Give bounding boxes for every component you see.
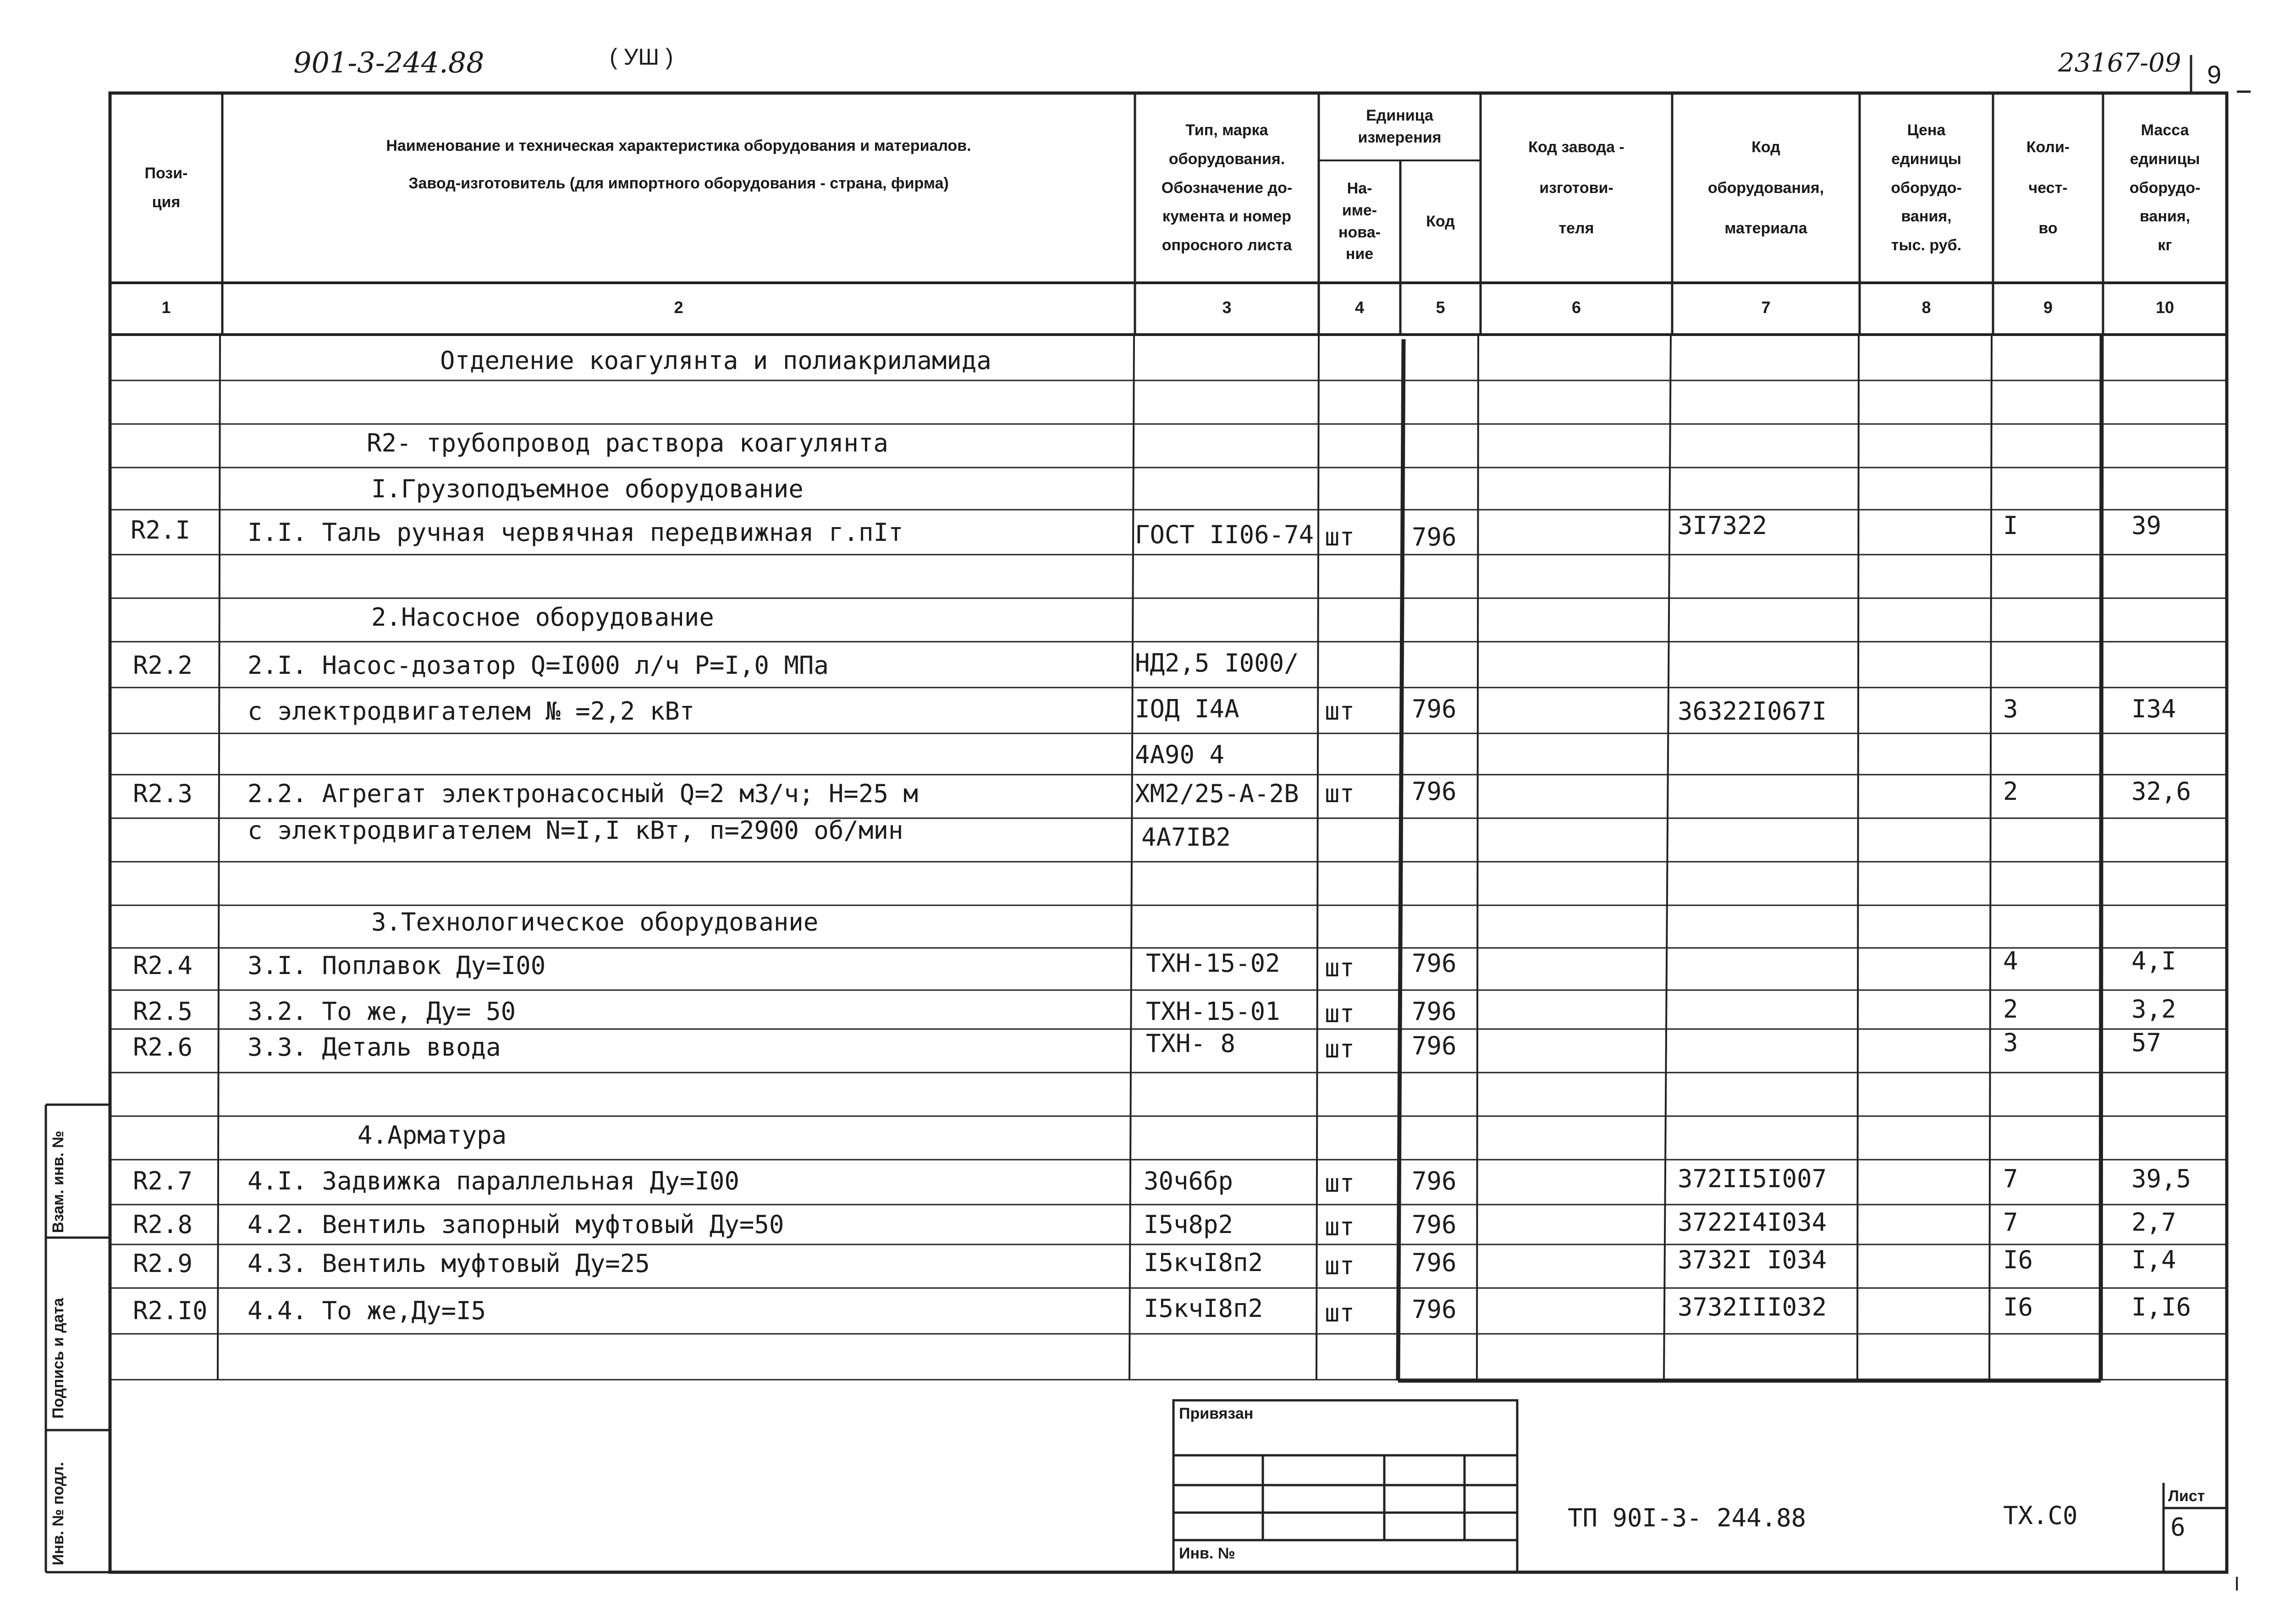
row-equipment-code: 3732I I034 — [1678, 1245, 1827, 1274]
column-number: 10 — [2155, 298, 2175, 317]
row-position: R2.8 — [133, 1210, 193, 1239]
album-code: 23167-09 — [2058, 48, 2181, 78]
column-header-unit-name: На- име- нова- ние — [1338, 180, 1381, 263]
project-code: 901-3-244.88 — [293, 46, 485, 79]
row-equipment-code: 3732III032 — [1678, 1293, 1827, 1321]
row-unit: шт — [1325, 953, 1355, 982]
row-position: R2.6 — [133, 1033, 193, 1062]
row-mass: 2,7 — [2131, 1208, 2176, 1237]
sheet-number: 6 — [2170, 1513, 2186, 1541]
row-type: I5кчI8п2 — [1144, 1294, 1263, 1323]
row-unit: шт — [1325, 697, 1355, 726]
row-quantity: 2 — [2003, 995, 2018, 1024]
row-type: I5ч8р2 — [1144, 1210, 1233, 1239]
row-unit: шт — [1325, 523, 1355, 551]
row-name: 4.3. Вентиль муфтовый Ду=25 — [248, 1249, 650, 1278]
column-header-equipment-code: Код оборудования, материала — [1707, 138, 1824, 237]
row-name: 4.4. То же,Ду=I5 — [248, 1296, 486, 1325]
column-number: 2 — [674, 298, 683, 317]
column-header-name: Наименование и техническая характеристика оборудования и материалов. Завод-изготовитель (для импортного оборудования - страна, фирма) — [386, 137, 971, 192]
row-type: 4А90 4 — [1135, 740, 1225, 769]
row-type: I5кчI8п2 — [1144, 1248, 1263, 1277]
row-type: ХМ2/25-А-2В — [1135, 779, 1299, 808]
row-type: 30ч6бр — [1144, 1167, 1233, 1195]
row-unit-code: 796 — [1412, 1210, 1457, 1239]
row-mass: 3,2 — [2131, 995, 2176, 1024]
row-position: R2.3 — [133, 779, 193, 808]
row-type: IОД I4А — [1135, 694, 1239, 723]
row-unit: шт — [1325, 999, 1355, 1028]
row-type: 4А7IВ2 — [1141, 823, 1231, 852]
group-title: 4.Арматура — [358, 1121, 507, 1150]
row-unit: шт — [1325, 1212, 1355, 1241]
column-header-unit-code: Код — [1426, 213, 1455, 231]
column-number: 1 — [161, 298, 171, 317]
row-type: ТХН-15-01 — [1146, 997, 1280, 1026]
row-equipment-code: 3I7322 — [1678, 511, 1767, 540]
row-name: 4.I. Задвижка параллельная Ду=I00 — [248, 1167, 739, 1195]
row-position: R2.7 — [133, 1167, 193, 1195]
column-number: 7 — [1761, 298, 1771, 317]
section-title: Отделение коагулянта и полиакриламида — [440, 346, 991, 375]
group-title: 3.Технологическое оборудование — [371, 908, 819, 936]
row-name: 4.2. Вентиль запорный муфтовый Ду=50 — [248, 1210, 784, 1239]
sheet-label: Лист — [2168, 1487, 2205, 1505]
column-number: 6 — [1571, 298, 1581, 317]
column-number: 9 — [2043, 298, 2053, 317]
row-equipment-code: 36322I067I — [1678, 697, 1827, 726]
row-name: I.I. Таль ручная червячная передвижная г.пIт — [248, 518, 903, 547]
row-unit: шт — [1325, 779, 1355, 808]
row-quantity: 3 — [2003, 694, 2018, 723]
row-mass: I,I6 — [2131, 1293, 2191, 1321]
column-header-quantity: Коли- чест- во — [2026, 138, 2070, 237]
group-title: I.Грузоподъемное оборудование — [371, 474, 804, 503]
row-quantity: I6 — [2003, 1245, 2033, 1274]
document-mark: ТХ.С0 — [2003, 1501, 2078, 1530]
row-name: с электродвигателем № =2,2 кВт — [248, 697, 695, 726]
column-number: 4 — [1354, 298, 1365, 317]
row-mass: 39 — [2131, 511, 2162, 540]
stamp-linked: Привязан — [1179, 1405, 1254, 1422]
row-type: ТХН- 8 — [1146, 1029, 1236, 1058]
row-position: R2.2 — [133, 651, 193, 680]
row-mass: 57 — [2131, 1028, 2162, 1057]
row-unit-code: 796 — [1412, 997, 1457, 1026]
row-unit: шт — [1325, 1251, 1355, 1280]
row-name: 3.I. Поплавок Ду=I00 — [248, 951, 546, 980]
row-unit-code: 796 — [1412, 777, 1457, 806]
group-title: 2.Насосное оборудование — [371, 603, 714, 632]
row-mass: I34 — [2131, 694, 2176, 723]
row-mass: 39,5 — [2131, 1164, 2191, 1193]
column-number: 5 — [1436, 298, 1445, 317]
row-unit: шт — [1325, 1035, 1355, 1063]
row-quantity: 7 — [2003, 1164, 2018, 1193]
side-label-inv-replaced: Взам. инв. № — [50, 1130, 67, 1233]
row-unit-code: 796 — [1412, 694, 1457, 723]
stamp-inv-no: Инв. № — [1179, 1545, 1235, 1562]
type-code: ( УШ ) — [610, 44, 673, 70]
column-header-type: Тип, марка оборудования. Обозначение до- кумента и номер опросного листа — [1161, 121, 1293, 254]
subsection-title: R2- трубопровод раствора коагулянта — [367, 429, 888, 457]
row-unit: шт — [1325, 1169, 1355, 1198]
column-header-price: Цена единицы оборудо- вания, тыс. руб. — [1891, 121, 1962, 254]
row-unit-code: 796 — [1412, 523, 1457, 551]
row-unit-code: 796 — [1412, 1248, 1457, 1277]
row-quantity: 7 — [2003, 1208, 2018, 1237]
row-mass: 4,I — [2131, 947, 2176, 975]
row-position: R2.I0 — [133, 1296, 208, 1325]
row-name: 3.2. То же, Ду= 50 — [248, 997, 516, 1026]
row-quantity: I6 — [2003, 1293, 2033, 1321]
column-number: 8 — [1922, 298, 1931, 317]
row-equipment-code: 3722I4I034 — [1678, 1208, 1827, 1237]
row-type: НД2,5 I000/ — [1135, 649, 1299, 677]
page-number: 9 — [2207, 60, 2222, 89]
row-position: R2.I — [131, 516, 191, 545]
column-header-mass: Масса единицы оборудо- вания, кг — [2129, 121, 2201, 254]
row-quantity: 4 — [2003, 947, 2018, 975]
row-unit-code: 796 — [1412, 1295, 1457, 1324]
row-name: с электродвигателем N=I,I кВт, п=2900 об/мин — [248, 816, 903, 845]
row-unit: шт — [1325, 1299, 1355, 1327]
row-quantity: I — [2003, 511, 2018, 540]
row-name: 2.I. Насос-дозатор Q=I000 л/ч P=I,0 МПа — [248, 651, 829, 680]
row-name: 3.3. Деталь ввода — [248, 1033, 501, 1062]
column-header-plant-code: Код завода - изготови- теля — [1528, 138, 1624, 237]
side-label-inv-original: Инв. № подл. — [50, 1462, 67, 1565]
row-mass: 32,6 — [2131, 777, 2191, 806]
row-type: ГОСТ II06-74 — [1135, 520, 1314, 549]
row-quantity: 3 — [2003, 1028, 2018, 1057]
row-unit-code: 796 — [1412, 1167, 1457, 1195]
row-quantity: 2 — [2003, 777, 2018, 806]
row-equipment-code: 372II5I007 — [1678, 1164, 1827, 1193]
side-label-signature-date: Подпись и дата — [50, 1298, 67, 1419]
document-code: ТП 90I-3- 244.88 — [1568, 1503, 1806, 1532]
column-number: 3 — [1222, 298, 1232, 317]
column-header-unit: Единица измерения — [1358, 106, 1442, 146]
row-position: R2.9 — [133, 1249, 193, 1278]
row-unit-code: 796 — [1412, 1031, 1457, 1060]
row-unit-code: 796 — [1412, 949, 1457, 978]
row-position: R2.4 — [133, 951, 193, 980]
column-header-position: Пози- ция — [144, 165, 188, 211]
row-position: R2.5 — [133, 997, 193, 1026]
row-name: 2.2. Агрегат электронасосный Q=2 м3/ч; H=25 м — [248, 779, 918, 808]
row-type: ТХН-15-02 — [1146, 949, 1280, 978]
row-mass: I,4 — [2131, 1245, 2176, 1274]
